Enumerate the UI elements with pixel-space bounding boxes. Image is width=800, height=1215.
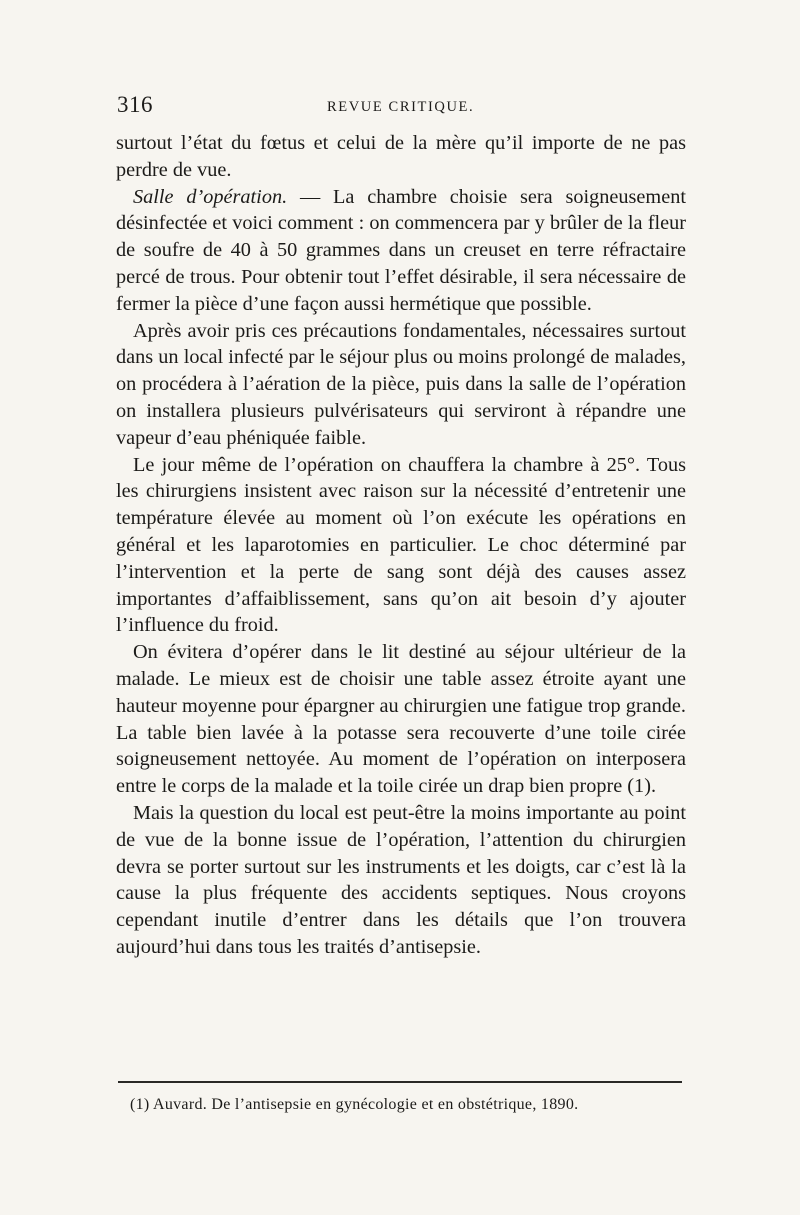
paragraph-instruments: Mais la question du local est peut-être la moins importante au point de vue de la bonne issue de l’opération, l’attention du chirurgien devra se porter surtout sur les instruments et les doigts, car c’est là la cause la plus fréquente des accidents septiques. Nous croyons cependant inutile d’entrer dans les détails que l’on trouvera aujourd’hui dans tous les traités d’antisepsie. — [116, 801, 686, 958]
paragraph-continued: surtout l’état du fœtus et celui de la mère qu’il importe de ne pas perdre de vue. — [116, 132, 686, 181]
running-head — [117, 88, 687, 124]
paragraph-text: — La chambre choisie sera soigneusement désinfectée et voici comment : on commencera par y brûler de la fleur de soufre de 40 à 50 grammes dans un creuset en terre réfractaire percé de trous. Pour obtenir tout l’effet désirable, il sera nécessaire de fermer la pièce d’une façon aussi hermétique que possible. — [116, 185, 686, 315]
paragraph-temperature: Le jour même de l’opération on chauffera la chambre à 25°. Tous les chirurgiens insistent avec raison sur la nécessité d’entretenir une température élevée au moment où l’on exécute les opérations en général et les laparotomies en particulier. Le choc déterminé par l’intervention et la perte de sang sont déjà des causes assez importantes d’affaiblissement, sans qu’on ait besoin d’y ajouter l’influence du froid. — [116, 453, 686, 637]
paragraph-salle-operation — [116, 184, 686, 318]
paragraph-table: On évitera d’opérer dans le lit destiné au séjour ultérieur de la malade. Le mieux est de choisir une table assez étroite ayant une hauteur moyenne pour épargner au chirurgien une fatigue trop grande. La table bien lavée à la potasse sera recouverte d’une toile cirée soigneusement nettoyée. Au moment de l’opération on interposera entre le corps de la malade et la toile cirée un drap bien propre (1). — [116, 641, 686, 798]
footnote-divider — [118, 1081, 682, 1083]
footnote: (1) Auvard. De l’antisepsie en gynécologie et en obstétrique, 1890. — [130, 1096, 579, 1113]
paragraph-precautions: Après avoir pris ces précautions fondamentales, nécessaires surtout dans un local infecté par le séjour plus ou moins prolongé de malades, on procédera à l’aération de la pièce, puis dans la salle de l’opération on installera plusieurs pulvérisateurs qui serviront à répandre une vapeur d’eau phéniquée faible. — [116, 319, 686, 449]
running-title: REVUE CRITIQUE. — [327, 99, 475, 115]
body-text — [116, 130, 686, 961]
page-number: 316 — [117, 92, 153, 117]
section-heading-salle-operation: Salle d’opération. — [133, 185, 288, 208]
